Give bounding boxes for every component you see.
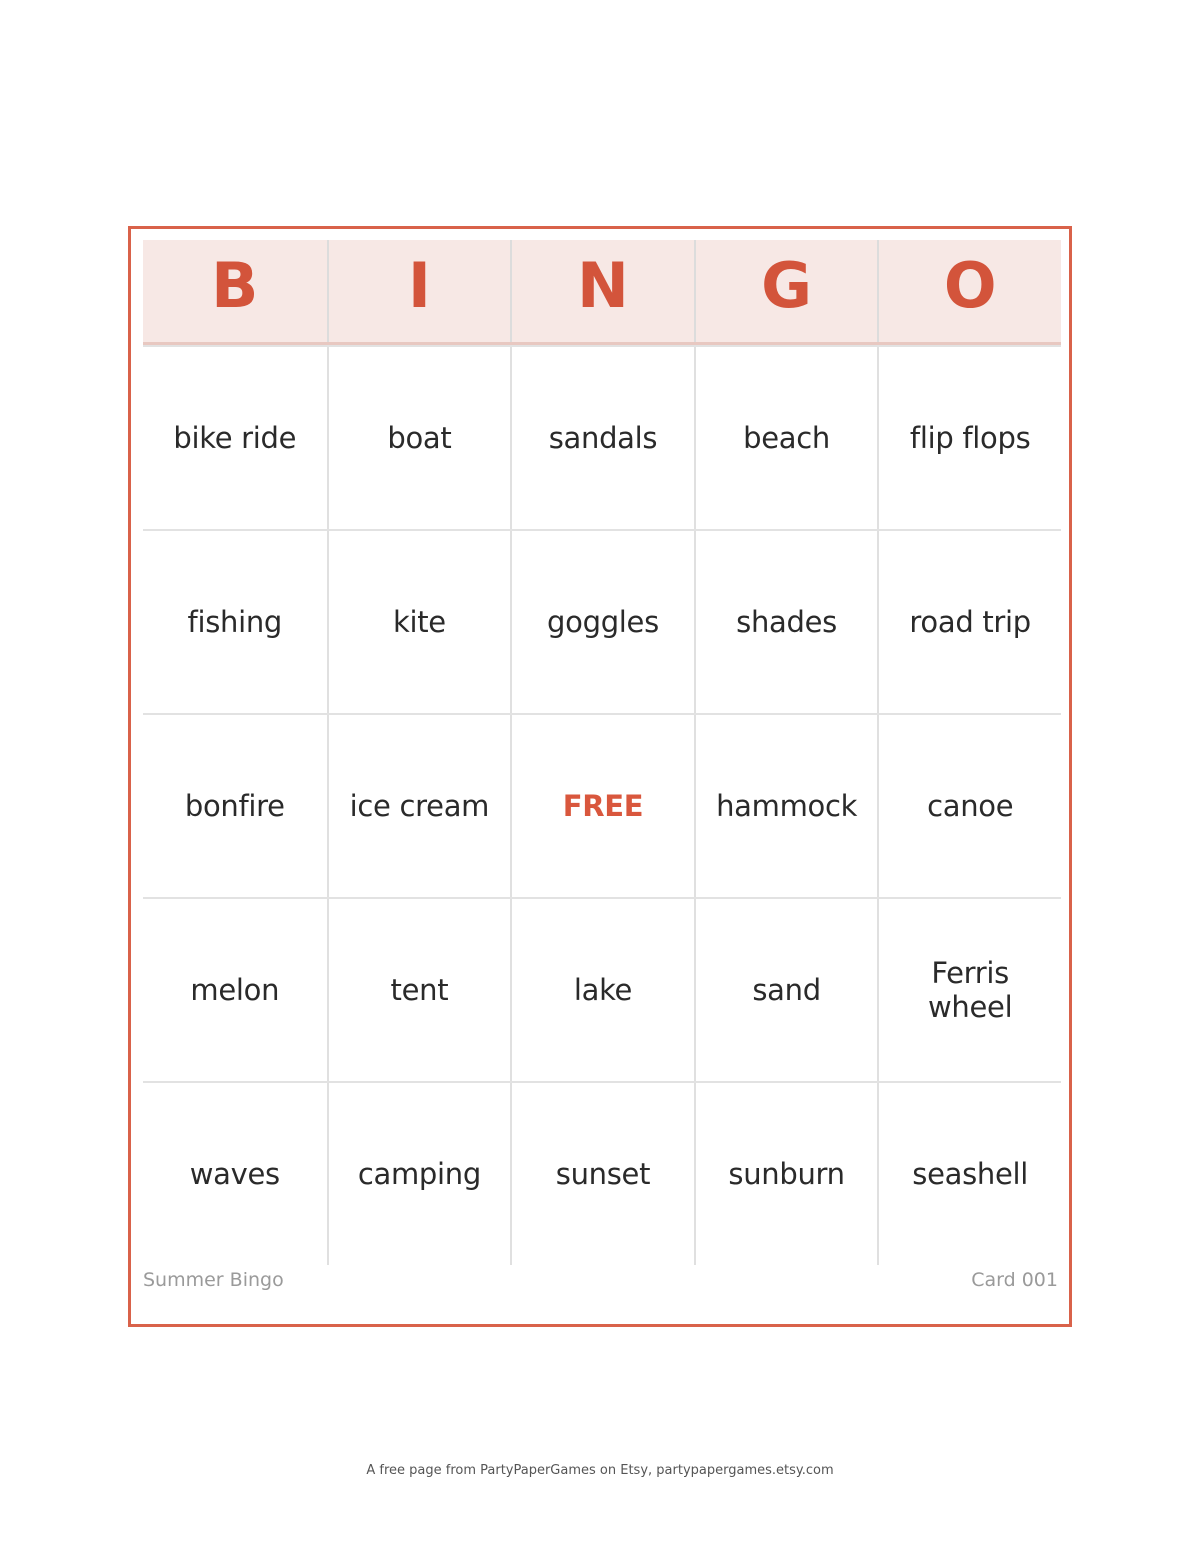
grid-cell: tent	[327, 899, 511, 1081]
bingo-header-row	[143, 240, 1061, 345]
grid-cell: camping	[327, 1083, 511, 1265]
grid-row	[143, 345, 1061, 529]
grid-row	[143, 897, 1061, 1081]
grid-cell: shades	[694, 531, 878, 713]
grid-cell: goggles	[510, 531, 694, 713]
grid-cell: sandals	[510, 347, 694, 529]
bingo-grid	[143, 240, 1061, 1265]
grid-cell: sunburn	[694, 1083, 878, 1265]
grid-cell: melon	[190, 973, 280, 1007]
grid-row	[143, 713, 1061, 897]
grid-cell: seashell	[877, 1083, 1061, 1265]
grid-cell: kite	[327, 531, 511, 713]
grid-cell: fishing	[187, 605, 283, 639]
grid-cell: ice cream	[327, 715, 511, 897]
card-title: Summer Bingo	[143, 1269, 284, 1291]
bingo-card	[128, 226, 1072, 1327]
header-letter-n: N	[510, 240, 694, 342]
grid-cell: sand	[694, 899, 878, 1081]
grid-row	[143, 1081, 1061, 1265]
header-letter-g: G	[694, 240, 878, 342]
header-letter-i: I	[327, 240, 511, 342]
grid-cell: boat	[327, 347, 511, 529]
grid-cell: canoe	[877, 715, 1061, 897]
grid-cell: Ferris wheel	[877, 899, 1061, 1081]
grid-cell: beach	[694, 347, 878, 529]
grid-cell: sunset	[510, 1083, 694, 1265]
grid-cell: bike ride	[173, 421, 297, 455]
grid-cell: hammock	[694, 715, 878, 897]
header-letter-b: B	[211, 248, 259, 322]
free-space-cell: FREE	[510, 715, 694, 897]
grid-cell: waves	[189, 1157, 280, 1191]
page-credit: A free page from PartyPaperGames on Etsy, partypapergames.etsy.com	[366, 1463, 834, 1478]
grid-cell: lake	[510, 899, 694, 1081]
grid-row	[143, 529, 1061, 713]
grid-cell: bonfire	[184, 789, 285, 823]
grid-cell: flip flops	[877, 347, 1061, 529]
header-letter-o: O	[877, 240, 1061, 342]
card-number: Card 001	[971, 1269, 1058, 1291]
grid-cell: road trip	[877, 531, 1061, 713]
